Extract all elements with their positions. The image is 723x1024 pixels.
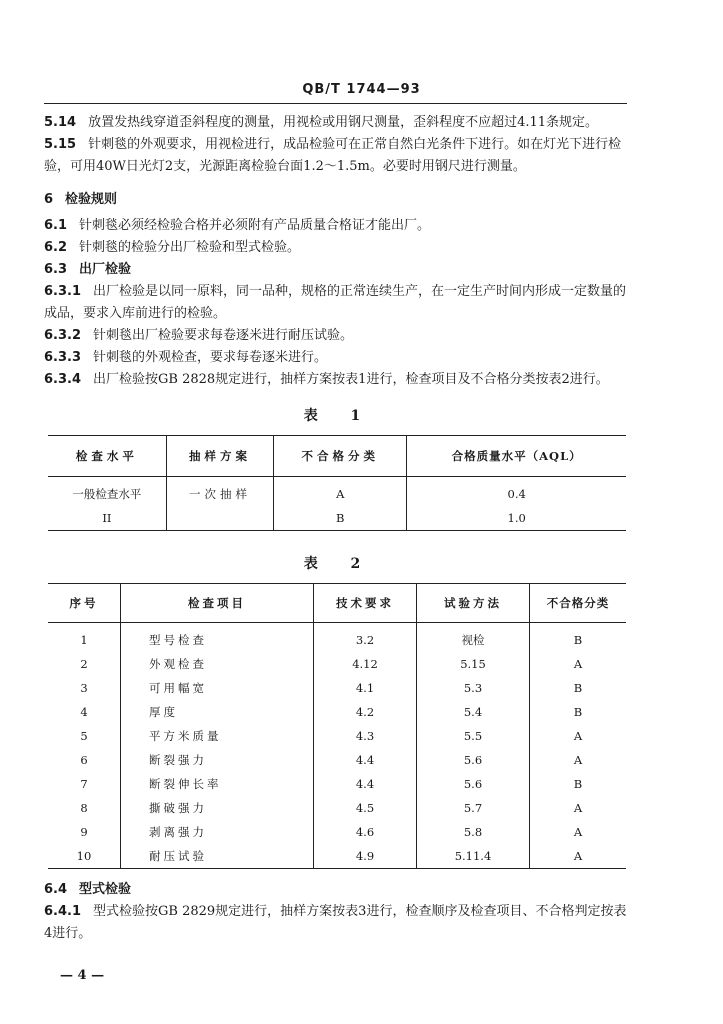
row-number: 9 bbox=[80, 825, 88, 839]
clause-text: 出厂检验是以同一原料，同一品种，规格的正常连续生产，在一定生产时间内形成一定数量的成品，要求入库前进行的检验。 bbox=[44, 284, 627, 321]
table-row bbox=[48, 844, 626, 869]
row-class: A bbox=[530, 724, 627, 748]
clause-6-3-3 bbox=[44, 347, 634, 369]
table-row bbox=[48, 724, 626, 748]
clause-text: 型式检验按GB 2829规定进行，抽样方案按表3进行，检查顺序及检查项目、不合格判定按表4进行。 bbox=[44, 904, 627, 941]
table-1-header-scheme: 抽样方案 bbox=[166, 436, 273, 477]
row-requirement: 4.6 bbox=[314, 820, 417, 844]
table-2-body bbox=[48, 623, 626, 869]
row-method: 5.8 bbox=[417, 820, 530, 844]
table-1 bbox=[48, 435, 626, 531]
clause-text: 放置发热线穿道歪斜程度的测量，用视检或用钢尺测量，歪斜程度不应超过4.11条规定。 bbox=[88, 115, 599, 130]
table-1-class-a: A bbox=[274, 477, 407, 507]
section-title: 检验规则 bbox=[65, 192, 118, 207]
row-method: 5.7 bbox=[417, 796, 530, 820]
row-class: B bbox=[530, 700, 627, 724]
table-2-header-no: 序号 bbox=[48, 584, 121, 623]
clause-text: 针刺毯必须经检验合格并必须附有产品质量合格证才能出厂。 bbox=[79, 218, 431, 233]
clause-text: 出厂检验按GB 2828规定进行，抽样方案按表1进行，检查项目及不合格分类按表2进行。 bbox=[93, 372, 609, 387]
row-number: 2 bbox=[80, 657, 88, 671]
table-row bbox=[48, 623, 626, 653]
clause-6-4 bbox=[44, 879, 634, 901]
row-item: 撕破强力 bbox=[121, 796, 314, 820]
row-class: B bbox=[530, 623, 627, 653]
table-1-caption: 表 1 bbox=[303, 408, 375, 424]
row-method: 5.6 bbox=[417, 748, 530, 772]
section-number: 6 bbox=[44, 192, 54, 207]
row-item: 断裂伸长率 bbox=[121, 772, 314, 796]
row-requirement: 4.9 bbox=[314, 844, 417, 869]
document-body bbox=[44, 112, 634, 945]
row-method: 5.3 bbox=[417, 676, 530, 700]
clause-text: 出厂检验 bbox=[79, 262, 132, 277]
row-number: 8 bbox=[80, 801, 88, 815]
row-number: 6 bbox=[80, 753, 88, 767]
row-item: 耐压试验 bbox=[121, 844, 314, 869]
row-requirement: 4.4 bbox=[314, 772, 417, 796]
clause-number: 6.3.2 bbox=[44, 328, 82, 343]
table-1-header-level: 检查水平 bbox=[48, 436, 166, 477]
page-number: — 4 — bbox=[60, 968, 105, 983]
table-2-caption: 表 2 bbox=[303, 556, 375, 572]
clause-number: 6.2 bbox=[44, 240, 68, 255]
clause-number: 6.3.1 bbox=[44, 284, 82, 299]
section-6-heading bbox=[44, 189, 634, 211]
table-2-header-method: 试验方法 bbox=[417, 584, 530, 623]
table-1-scheme-empty bbox=[166, 506, 273, 531]
clause-number: 5.15 bbox=[44, 137, 77, 152]
row-requirement: 4.4 bbox=[314, 748, 417, 772]
clause-number: 5.14 bbox=[44, 115, 77, 130]
clause-6-2 bbox=[44, 237, 634, 259]
clause-text: 针刺毯的检验分出厂检验和型式检验。 bbox=[79, 240, 301, 255]
clause-text: 型式检验 bbox=[79, 882, 132, 897]
table-row bbox=[48, 652, 626, 676]
clause-text: 针刺毯出厂检验要求每卷逐米进行耐压试验。 bbox=[93, 328, 354, 343]
row-class: A bbox=[530, 748, 627, 772]
row-item: 外观检查 bbox=[121, 652, 314, 676]
table-1-header-aql: 合格质量水平（AQL） bbox=[407, 436, 626, 477]
clause-number: 6.3.3 bbox=[44, 350, 82, 365]
table-1-scheme: 一次抽样 bbox=[166, 477, 273, 507]
table-1-aql-a: 0.4 bbox=[407, 477, 626, 507]
clause-number: 6.4.1 bbox=[44, 904, 82, 919]
header-rule bbox=[44, 103, 627, 104]
clause-number: 6.3.4 bbox=[44, 372, 82, 387]
row-method: 5.6 bbox=[417, 772, 530, 796]
table-row bbox=[48, 676, 626, 700]
clause-text: 针刺毯的外观要求，用视检进行，成品检验可在正常自然白光条件下进行。如在灯光下进行检验，可用40W日光灯2支，光源距离检验台面1.2～1.5m。必要时用钢尺进行测量。 bbox=[44, 137, 622, 174]
row-item: 可用幅宽 bbox=[121, 676, 314, 700]
table-1-level-sub: II bbox=[48, 506, 166, 531]
row-number: 3 bbox=[80, 681, 88, 695]
row-requirement: 4.2 bbox=[314, 700, 417, 724]
table-row bbox=[48, 796, 626, 820]
table-row bbox=[48, 700, 626, 724]
row-number: 7 bbox=[80, 777, 88, 791]
table-1-level: 一般检查水平 bbox=[72, 487, 142, 501]
row-number: 1 bbox=[80, 633, 88, 647]
table-1-header-class: 不合格分类 bbox=[274, 436, 407, 477]
table-2 bbox=[48, 583, 626, 869]
row-number: 10 bbox=[48, 844, 121, 869]
row-requirement: 4.1 bbox=[314, 676, 417, 700]
table-2-header-req: 技术要求 bbox=[314, 584, 417, 623]
row-method: 5.11.4 bbox=[417, 844, 530, 869]
clause-number: 6.4 bbox=[44, 882, 68, 897]
row-item: 厚度 bbox=[121, 700, 314, 724]
clause-6-3-4 bbox=[44, 369, 634, 391]
row-number: 5 bbox=[80, 729, 88, 743]
clause-number: 6.3 bbox=[44, 262, 68, 277]
row-class: B bbox=[530, 676, 627, 700]
row-method: 5.15 bbox=[417, 652, 530, 676]
table-1-class-b: B bbox=[274, 506, 407, 531]
row-item: 剥离强力 bbox=[121, 820, 314, 844]
table-row bbox=[48, 772, 626, 796]
clause-6-3-2 bbox=[44, 325, 634, 347]
row-requirement: 3.2 bbox=[314, 623, 417, 653]
row-requirement: 4.3 bbox=[314, 724, 417, 748]
clause-6-3 bbox=[44, 259, 634, 281]
row-class: B bbox=[530, 772, 627, 796]
row-method: 视检 bbox=[417, 623, 530, 653]
row-class: A bbox=[530, 820, 627, 844]
row-class: A bbox=[530, 844, 627, 869]
row-number: 4 bbox=[80, 705, 88, 719]
row-item: 断裂强力 bbox=[121, 748, 314, 772]
standard-code-header: QB/T 1744—93 bbox=[302, 82, 421, 97]
table-row bbox=[48, 748, 626, 772]
row-requirement: 4.12 bbox=[314, 652, 417, 676]
clause-5-15 bbox=[44, 134, 634, 178]
clause-6-3-1 bbox=[44, 281, 634, 325]
row-method: 5.4 bbox=[417, 700, 530, 724]
row-method: 5.5 bbox=[417, 724, 530, 748]
clause-5-14 bbox=[44, 112, 634, 134]
table-2-header-class: 不合格分类 bbox=[530, 584, 627, 623]
row-item: 平方米质量 bbox=[121, 724, 314, 748]
row-class: A bbox=[530, 652, 627, 676]
row-item: 型号检查 bbox=[121, 623, 314, 653]
clause-number: 6.1 bbox=[44, 218, 68, 233]
table-1-aql-b: 1.0 bbox=[407, 506, 626, 531]
clause-6-4-1 bbox=[44, 901, 634, 945]
clause-text: 针刺毯的外观检查，要求每卷逐米进行。 bbox=[93, 350, 328, 365]
table-row bbox=[48, 820, 626, 844]
row-requirement: 4.5 bbox=[314, 796, 417, 820]
clause-6-1 bbox=[44, 215, 634, 237]
table-2-header-item: 检查项目 bbox=[121, 584, 314, 623]
row-class: A bbox=[530, 796, 627, 820]
